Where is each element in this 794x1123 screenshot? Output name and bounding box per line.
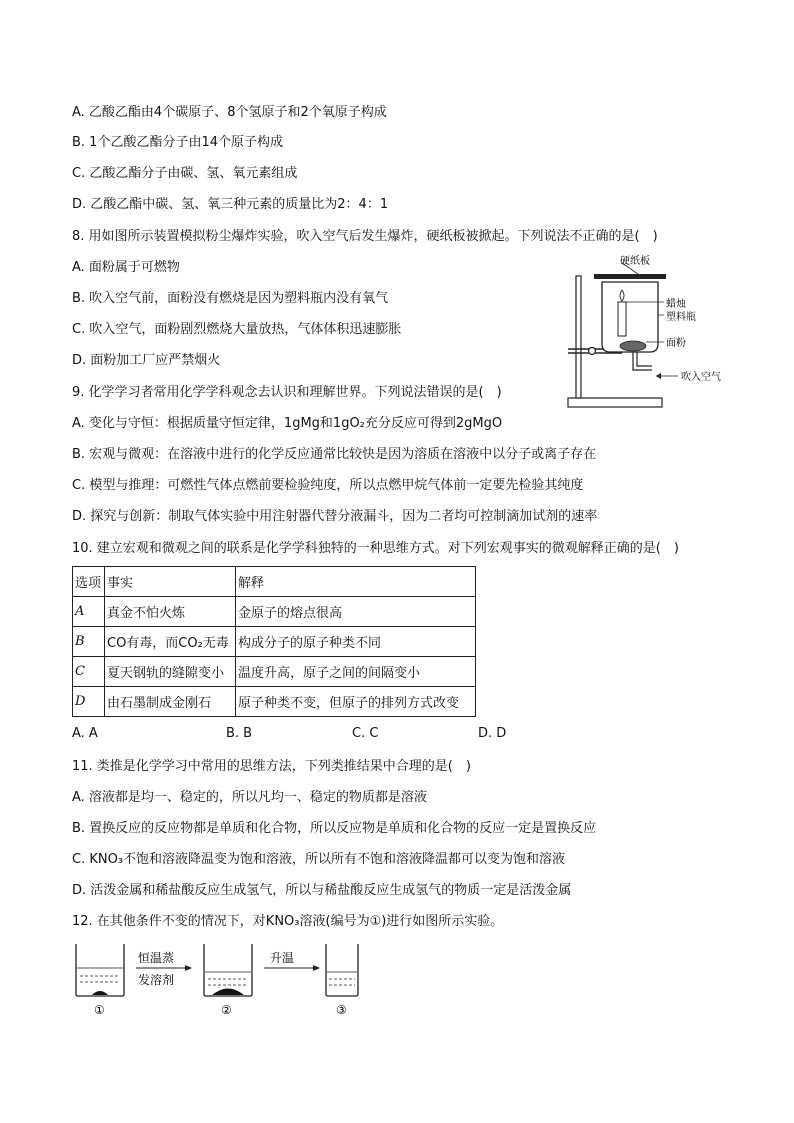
beaker-1 xyxy=(76,944,124,996)
q10-option-b: B. B xyxy=(226,726,253,741)
beaker-2 xyxy=(204,944,252,996)
table-row xyxy=(73,627,476,657)
q9-option-a: A. 变化与守恒：根据质量守恒定律，1gMg和1gO₂充分反应可得到2gMgO xyxy=(72,416,503,431)
q10-option-a: A. A xyxy=(72,726,98,741)
label-bottle: 塑料瓶 xyxy=(666,312,696,323)
header-fact: 事实 xyxy=(105,567,236,597)
q12-stem: 12. 在其他条件不变的情况下，对KNO₃溶液(编号为①)进行如图所示实验。 xyxy=(72,914,504,929)
row-explanation: 金原子的熔点很高 xyxy=(236,597,476,627)
row-option: C xyxy=(73,657,105,687)
row-option: B xyxy=(73,627,105,657)
stand-pole xyxy=(576,276,581,398)
q7-option-b: B. 1个乙酸乙酯分子由14个原子构成 xyxy=(72,135,283,150)
row-option: D xyxy=(73,687,105,717)
row-fact: 真金不怕火炼 xyxy=(105,597,236,627)
table-row xyxy=(73,687,476,717)
q7-option-d: D. 乙酸乙酯中碳、氢、氧三种元素的质量比为2：4：1 xyxy=(72,197,389,212)
air-tube xyxy=(633,352,652,370)
arrow1-label-line1: 恒温蒸 xyxy=(138,951,175,965)
label-cardboard: 硬纸板 xyxy=(620,256,650,267)
row-explanation: 构成分子的原子种类不同 xyxy=(236,627,476,657)
q11-option-b: B. 置换反应的反应物都是单质和化合物，所以反应物是单质和化合物的反应一定是置换反应 xyxy=(72,821,597,836)
beaker-3-label: ③ xyxy=(336,1003,347,1017)
label-blow-air: 吹入空气 xyxy=(681,372,721,383)
q8-option-c: C. 吹入空气，面粉剧烈燃烧大量放热，气体体积迅速膨胀 xyxy=(72,322,402,337)
header-option: 选项 xyxy=(73,567,105,597)
beaker-3 xyxy=(326,944,358,996)
header-explanation: 解释 xyxy=(236,567,476,597)
q10-option-c: C. C xyxy=(352,726,379,741)
row-fact: CO有毒，而CO₂无毒 xyxy=(105,627,236,657)
row-fact: 由石墨制成金刚石 xyxy=(105,687,236,717)
label-flour: 面粉 xyxy=(666,338,686,349)
q11-stem: 11. 类推是化学学习中常用的思维方法，下列类推结果中合理的是( ) xyxy=(72,759,471,774)
row-explanation: 原子种类不变，但原子的排列方式改变 xyxy=(236,687,476,717)
table-row xyxy=(73,657,476,687)
candle xyxy=(618,302,626,336)
stand-base xyxy=(568,398,662,407)
q10-option-d: D. D xyxy=(478,726,507,741)
row-explanation: 温度升高，原子之间的间隔变小 xyxy=(236,657,476,687)
q9-option-b: B. 宏观与微观：在溶液中进行的化学反应通常比较快是因为溶质在溶液中以分子或离子存在 xyxy=(72,447,597,462)
q11-option-d: D. 活泼金属和稀盐酸反应生成氢气，所以与稀盐酸反应生成氢气的物质一定是活泼金属 xyxy=(72,883,572,898)
beaker-1-label: ① xyxy=(94,1003,105,1017)
q10-stem: 10. 建立宏观和微观之间的联系是化学学科独特的一种思维方式。对下列宏观事实的微观解释正确的是( ) xyxy=(72,541,679,556)
candle-flame xyxy=(620,290,624,301)
q8-option-d: D. 面粉加工厂应严禁烟火 xyxy=(72,353,221,368)
arrow2-label: 升温 xyxy=(270,951,295,965)
kno3-experiment-figure xyxy=(70,938,370,1020)
clamp-screw xyxy=(589,348,596,355)
dust-explosion-apparatus-figure xyxy=(560,252,730,412)
q9-stem: 9. 化学学习者常用化学学科观念去认识和理解世界。下列说法错误的是( ) xyxy=(72,385,502,400)
q7-option-c: C. 乙酸乙酯分子由碳、氢、氧元素组成 xyxy=(72,166,298,181)
q11-option-a: A. 溶液都是均一、稳定的，所以凡均一、稳定的物质都是溶液 xyxy=(72,790,427,805)
crystals-2 xyxy=(212,989,244,996)
label-candle: 蜡烛 xyxy=(666,299,686,310)
row-fact: 夏天钢轨的缝隙变小 xyxy=(105,657,236,687)
q9-option-d: D. 探究与创新：制取气体实验中用注射器代替分液漏斗，因为二者均可控制滴加试剂的速率 xyxy=(72,509,598,524)
beaker-2-label: ② xyxy=(221,1003,232,1017)
q8-option-a: A. 面粉属于可燃物 xyxy=(72,260,180,275)
cardboard xyxy=(594,274,666,279)
q8-stem: 8. 用如图所示装置模拟粉尘爆炸实验，吹入空气后发生爆炸，硬纸板被掀起。下列说法不正确的是( ) xyxy=(72,229,658,244)
flour-pile xyxy=(620,341,646,351)
table-row xyxy=(73,597,476,627)
q10-table xyxy=(72,566,476,717)
q11-option-c: C. KNO₃不饱和溶液降温变为饱和溶液，所以所有不饱和溶液降温都可以变为饱和溶液 xyxy=(72,852,566,867)
arrow1-label-line2: 发溶剂 xyxy=(138,973,175,987)
row-option: A xyxy=(73,597,105,627)
q9-option-c: C. 模型与推理：可燃性气体点燃前要检验纯度，所以点燃甲烷气体前一定要先检验其纯度 xyxy=(72,478,584,493)
q8-option-b: B. 吹入空气前，面粉没有燃烧是因为塑料瓶内没有氧气 xyxy=(72,291,389,306)
table-header-row xyxy=(73,567,476,597)
crystals-1 xyxy=(92,991,108,995)
q7-option-a: A. 乙酸乙酯由4个碳原子、8个氢原子和2个氧原子构成 xyxy=(72,105,387,120)
